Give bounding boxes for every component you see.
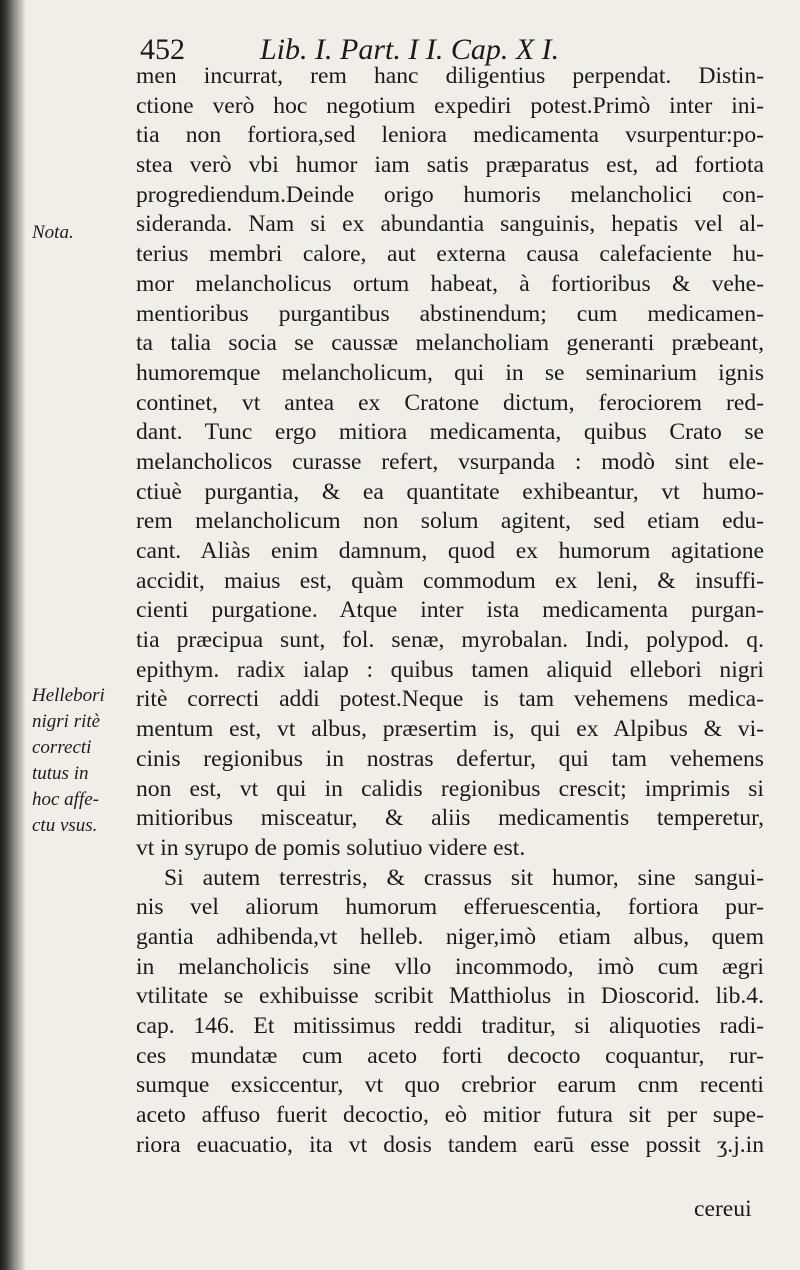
catchword: cereui xyxy=(694,1196,752,1222)
text-line: rem melancholicum non solum agitent, sed etiam edu- xyxy=(136,508,764,535)
main-text-block xyxy=(136,62,764,1160)
text-line: ta talia socia se caussæ melancholiam generanti præbeant, xyxy=(136,330,764,357)
text-line: ritè correcti addi potest.Neque is tam vehemens medica- xyxy=(136,686,764,713)
text-line: gantia adhibenda,vt helleb. niger,imò etiam albus, quem xyxy=(136,923,764,950)
text-line: Si autem terrestris, & crassus sit humor, sine sangui- xyxy=(164,864,764,891)
book-spine-shadow xyxy=(0,0,26,1270)
margin-note-line: nigri ritè xyxy=(32,711,101,732)
text-line: accidit, maius est, quàm commodum ex leni, & insuffi- xyxy=(136,567,764,594)
margin-note-line: Hellebori xyxy=(32,685,105,706)
text-line: tia non fortiora,sed leniora medicamenta vsurpentur:po- xyxy=(136,122,764,149)
text-line: cap. 146. Et mitissimus reddi traditur, si aliquoties radi- xyxy=(136,1013,764,1039)
text-line: sideranda. Nam si ex abundantia sanguinis, hepatis vel al- xyxy=(136,211,764,238)
text-line: nis vel aliorum humorum efferuescentia, fortiora pur- xyxy=(136,894,764,921)
text-line: dant. Tunc ergo mitiora medicamenta, quibus Crato se xyxy=(136,419,764,446)
margin-note-hellebori xyxy=(32,683,132,839)
running-title: Lib. I. Part. I I. Cap. X I. xyxy=(260,33,560,66)
text-line: cinis regionibus in nostras defertur, qui tam vehemens xyxy=(136,745,764,772)
text-line: melancholicos curasse refert, vsurpanda : modò sint ele- xyxy=(136,448,764,475)
text-line: in melancholicis sine vllo incommodo, imò cum ægri xyxy=(136,953,764,980)
text-line: mentioribus purgantibus abstinendum; cum medicamen- xyxy=(136,300,764,327)
text-line: vtilitate se exhibuisse scribit Matthiolus in Dioscorid. lib.4. xyxy=(136,983,764,1010)
text-line: sumque exsiccentur, vt quo crebrior earum cnm recenti xyxy=(136,1072,764,1099)
text-line: ces mundatæ cum aceto forti decocto coquantur, rur- xyxy=(136,1042,764,1069)
text-line: ctiuè purgantia, & ea quantitate exhibeantur, vt humo- xyxy=(136,478,764,505)
margin-note-nota: Nota. xyxy=(32,222,74,243)
page-number: 452 xyxy=(140,33,185,66)
text-line: tia præcipua sunt, fol. senæ, myrobalan. Indi, polypod. q. xyxy=(136,627,764,654)
text-line: humoremque melancholicum, qui in se seminarium ignis xyxy=(136,359,764,386)
text-line: cant. Aliàs enim damnum, quod ex humorum agitatione xyxy=(136,538,764,564)
margin-note-line: correcti xyxy=(32,737,92,758)
text-line: epithym. radix ialap : quibus tamen aliquid ellebori nigri xyxy=(136,656,764,683)
text-line: continet, vt antea ex Cratone dictum, ferociorem red- xyxy=(136,389,764,416)
text-line: men incurrat, rem hanc diligentius perpendat. Distin- xyxy=(136,63,764,89)
margin-note-line: tutus in xyxy=(32,763,89,784)
text-line: aceto affuso fuerit decoctio, eò mitior futura sit per supe- xyxy=(136,1102,764,1129)
text-line: ctione verò hoc negotium expediri potest.Primò inter ini- xyxy=(136,92,764,119)
text-line: terius membri calore, aut externa causa calefaciente hu- xyxy=(136,241,764,268)
text-line: mor melancholicus ortum habeat, à fortioribus & vehe- xyxy=(136,270,764,297)
text-line: vt in syrupo de pomis solutiuo videre est. xyxy=(136,834,526,861)
text-line: stea verò vbi humor iam satis præparatus est, ad fortiota xyxy=(136,152,764,179)
text-line: riora euacuatio, ita vt dosis tandem earū esse possit ʒ.j.in xyxy=(136,1131,764,1158)
text-line: non est, vt qui in calidis regionibus crescit; imprimis si xyxy=(136,775,764,802)
text-line: mentum est, vt albus, præsertim is, qui ex Alpibus & vi- xyxy=(136,716,764,743)
margin-note-line: hoc affe- xyxy=(32,789,100,810)
margin-note-line: ctu vsus. xyxy=(32,815,98,836)
text-line: progrediendum.Deinde origo humoris melancholici con- xyxy=(136,181,764,208)
text-line: mitioribus misceatur, & aliis medicamentis temperetur, xyxy=(136,805,764,832)
text-line: cienti purgatione. Atque inter ista medicamenta purgan- xyxy=(136,597,764,624)
